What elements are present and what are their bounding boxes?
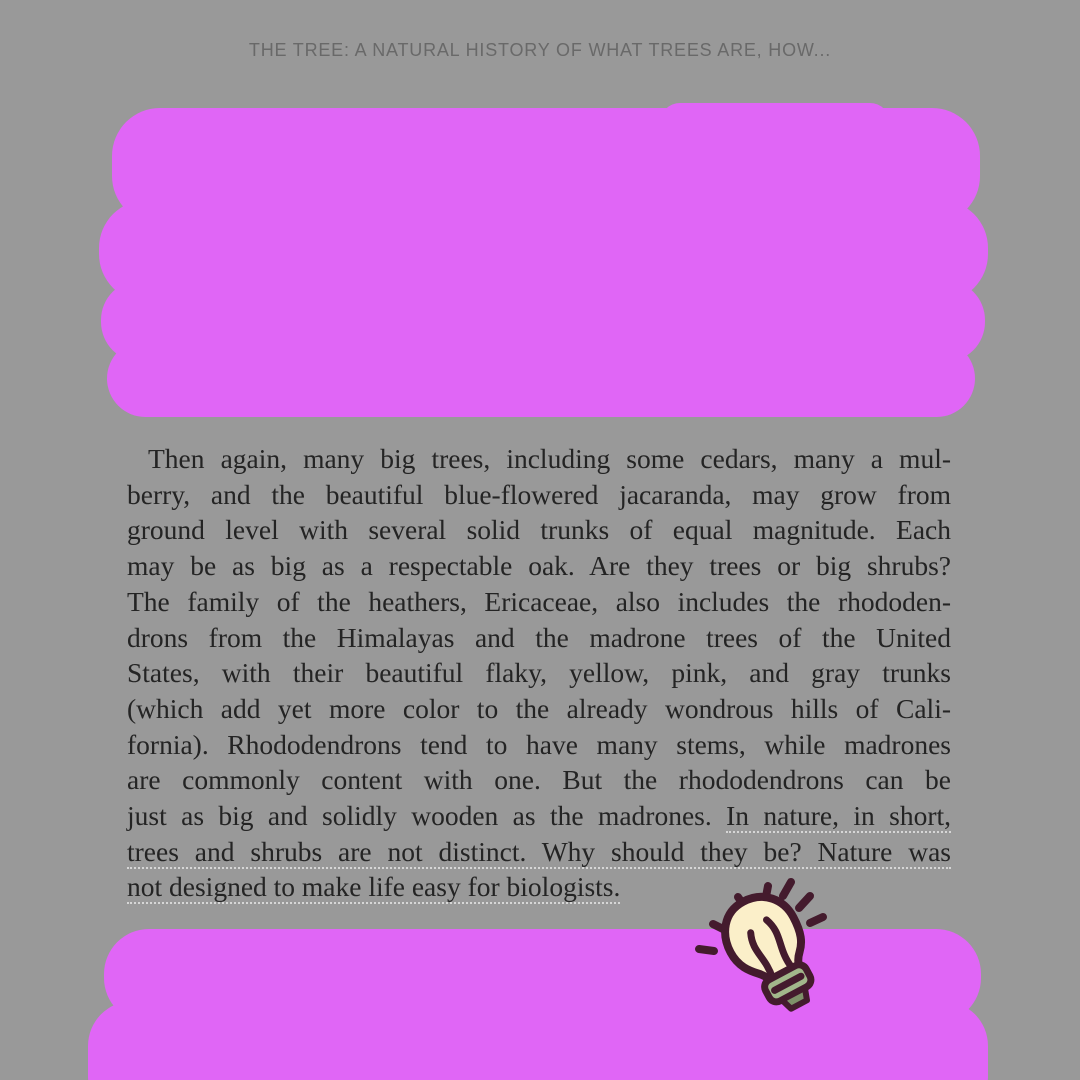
- text-segment: just as big and solidly wooden as the madrones.: [127, 800, 727, 832]
- highlight-stroke: [107, 340, 975, 417]
- text-line: [127, 798, 951, 834]
- dotted-underline-annotation[interactable]: In nature, in short,: [726, 800, 951, 832]
- text-segment: are commonly content with one. But the rhododendrons can be: [127, 764, 951, 796]
- text-segment: drons from the Himalayas and the madrone trees of the United: [127, 621, 951, 653]
- text-line: [127, 762, 951, 798]
- text-segment: Then again, many big trees, including some cedars, many a mul-: [148, 443, 951, 474]
- text-line: [127, 512, 951, 548]
- text-line: [127, 655, 951, 691]
- text-segment: may be as big as a respectable oak. Are they trees or big shrubs?: [127, 550, 951, 582]
- lightbulb-sticker-icon[interactable]: [686, 864, 858, 1016]
- dotted-underline-annotation[interactable]: not designed to make life easy for biologists.: [127, 871, 621, 903]
- text-line: [127, 441, 951, 477]
- text-segment: (which add yet more color to the already wondrous hills of Cali-: [127, 692, 951, 724]
- text-line: [127, 548, 951, 584]
- text-line: [127, 691, 951, 727]
- text-segment: fornia). Rhododendrons tend to have many stems, while madrones: [127, 728, 951, 760]
- text-segment: berry, and the beautiful blue-flowered jacaranda, may grow from: [127, 478, 951, 510]
- text-line: [127, 727, 951, 763]
- text-line: [127, 620, 951, 656]
- dotted-underline-annotation[interactable]: trees and shrubs are not distinct. Why should they be? Nature was: [127, 835, 951, 867]
- text-line: [127, 477, 951, 513]
- book-title-header: THE TREE: A NATURAL HISTORY OF WHAT TREES ARE, HOW...: [248, 40, 832, 60]
- text-segment: States, with their beautiful flaky, yellow, pink, and gray trunks: [127, 657, 951, 689]
- page-text-paragraph: [127, 441, 951, 905]
- text-line: [127, 584, 951, 620]
- text-segment: ground level with several solid trunks of equal magnitude. Each: [127, 514, 951, 546]
- text-segment: The family of the heathers, Ericaceae, also includes the rhododen-: [127, 585, 951, 617]
